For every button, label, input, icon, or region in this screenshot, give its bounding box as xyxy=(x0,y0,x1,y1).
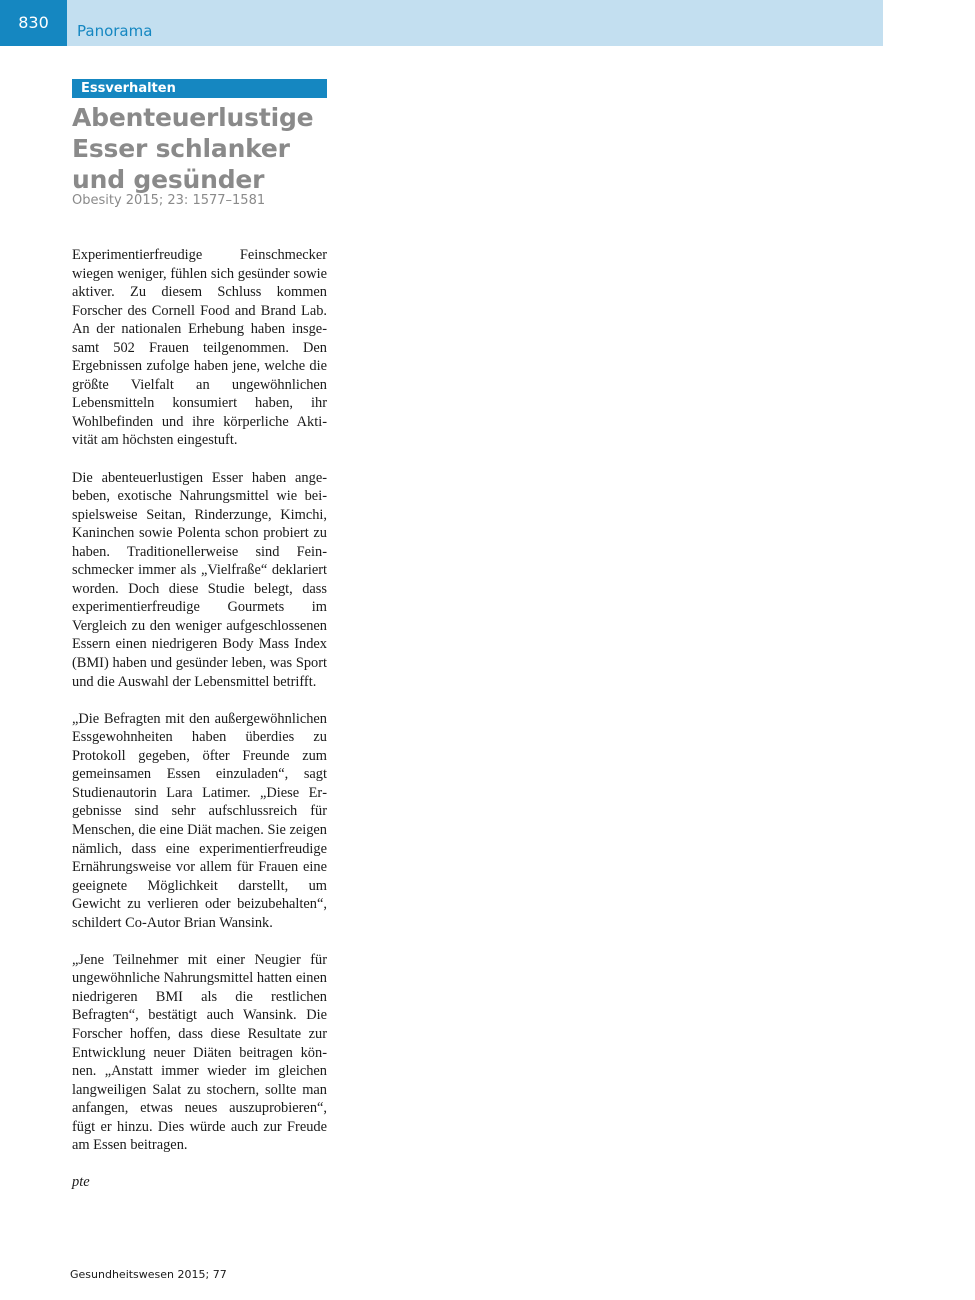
category-label: Essverhalten xyxy=(72,79,327,98)
article-citation: Obesity 2015; 23: 1577–1581 xyxy=(72,193,266,208)
article-headline: Abenteuerlustige Esser schlanker und gesünder xyxy=(72,103,314,194)
section-label: Panorama xyxy=(77,22,153,40)
footer-journal: Gesundheitswesen 2015; 77 xyxy=(70,1268,227,1281)
page-number: 830 xyxy=(0,0,67,46)
paragraph-4: „Jene Teilnehmer mit einer Neugier für ungewöhnliche Nahrungsmittel hatten einen niedrigeren BMI als die restlichen Befragten“, bestätigt auch Wansink. Die Forscher hoffen, dass diese Resultate zur Entwicklung neuer Diäten beitragen können. „Anstatt immer wieder im gleichen langweiligen Salat zu stochern, sollte man anfangen, etwas neues auszuprobieren“, fügt er hinzu. Dies würde auch zur Freude am Essen beitragen. xyxy=(72,951,327,1154)
paragraph-3: „Die Befragten mit den außergewöhnlichen Essgewohnheiten haben überdies zu Protokoll gegeben, öfter Freunde zum gemeinsamen Essen einzuladen“, sagt Studienautorin Lara Latimer. „Diese Ergebnisse sind sehr aufschlussreich für Menschen, die eine Diät machen. Sie zeigen nämlich, dass eine experimentierfreudige Ernährungsweise vor allem für Frauen eine geeignete Möglichkeit darstellt, um Gewicht zu verlieren oder beizubehalten“, schildert Co-Autor Brian Wansink. xyxy=(72,710,327,931)
paragraph-2: Die abenteuerlustigen Esser haben angebeben, exotische Nahrungsmittel wie beispielsweise Seitan, Rinderzunge, Kimchi, Kaninchen sowie Polenta schon probiert zu haben. Traditionellerweise sind Feinschmecker immer als „Vielfraße“ deklariert worden. Doch diese Studie belegt, dass experimentierfreudige Gourmets im Vergleich zu den weniger aufgeschlossenen Essern einen niedrigeren Body Mass Index (BMI) haben und gesünder leben, was Sport und die Auswahl der Lebensmittel betrifft. xyxy=(72,469,327,690)
paragraph-1: Experimentierfreudige Feinschmecker wiegen weniger, fühlen sich gesünder sowie aktiver. Zu diesem Schluss kommen Forscher des Cornell Food and Brand Lab. An der nationalen Erhebung haben insgesamt 502 Frauen teilgenommen. Den Ergebnissen zufolge haben jene, welche die größte Vielfalt an ungewöhnlichen Lebensmitteln konsumiert haben, ihr Wohlbefinden und ihre körperliche Aktivität am höchsten eingestuft. xyxy=(72,247,327,449)
article-body xyxy=(72,246,327,1192)
author-signature: pte xyxy=(72,1174,90,1191)
